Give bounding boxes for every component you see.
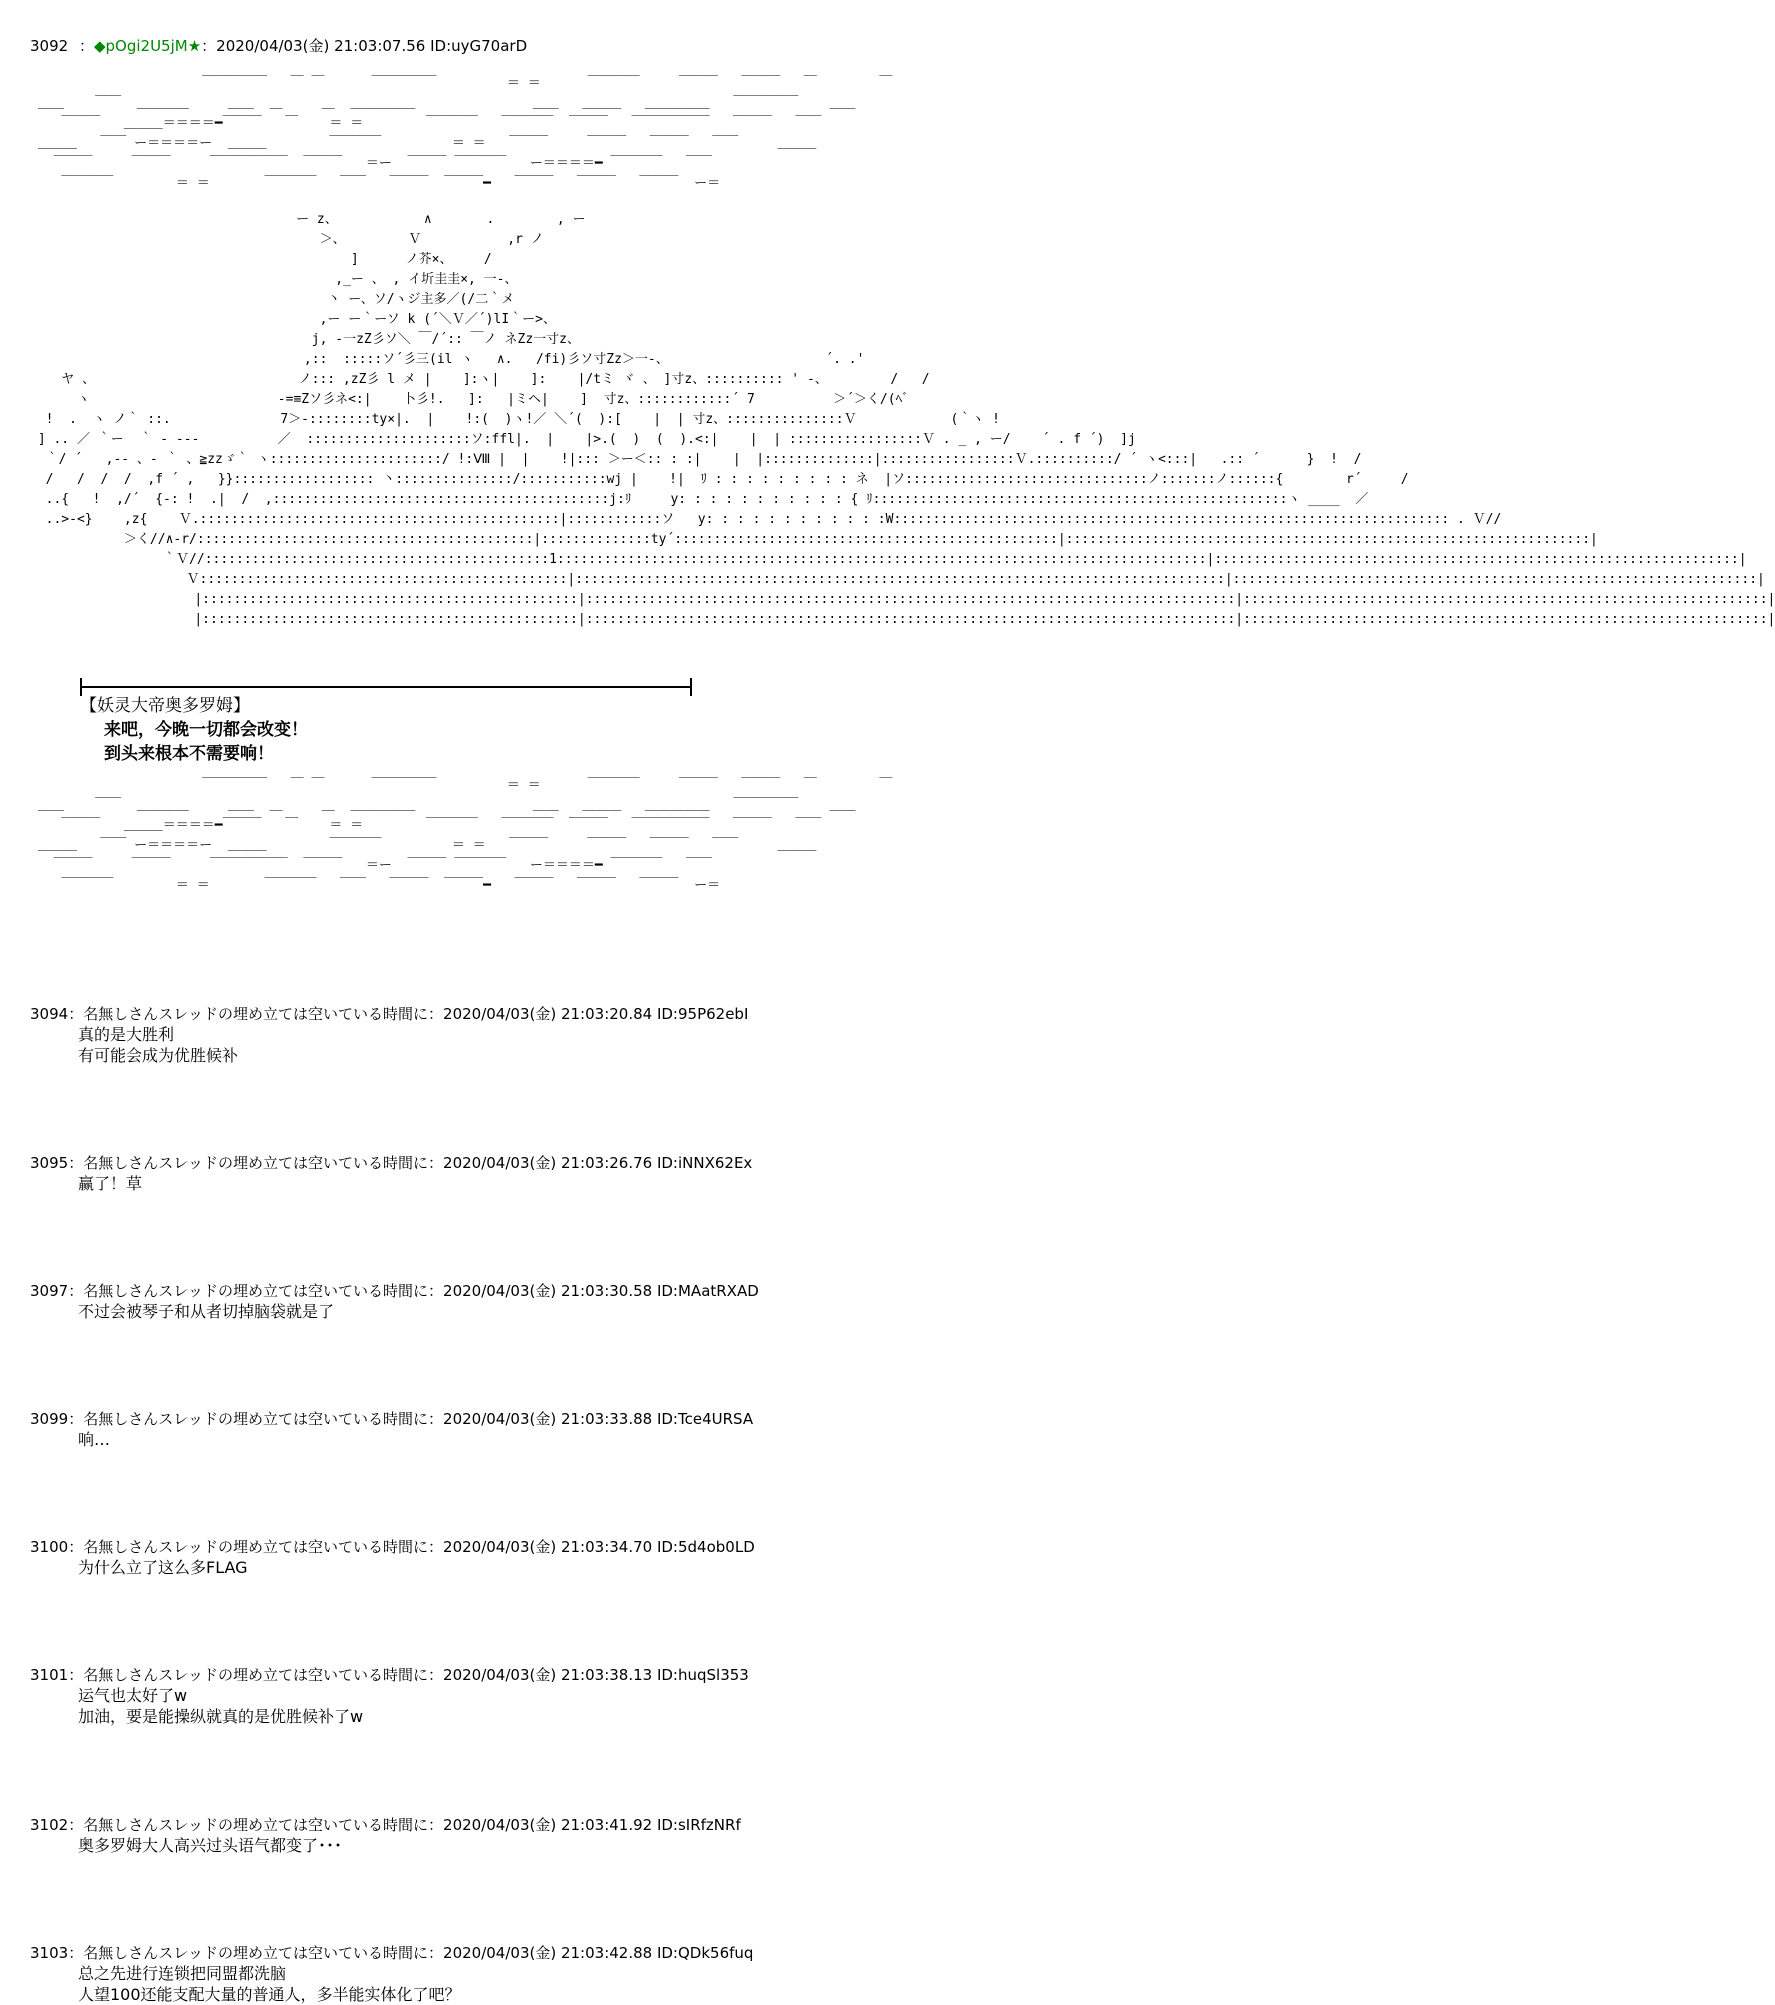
post-meta: ：名無しさんスレッドの埋め立ては空いている時間に：2020/04/03(金) 21:03:42.88 ID:QDk56fuq xyxy=(68,1944,754,1962)
post-header xyxy=(30,1153,1030,1173)
post-meta: ：名無しさんスレッドの埋め立ては空いている時間に：2020/04/03(金) 21:03:41.92 ID:sIRfzNRf xyxy=(68,1816,741,1834)
post-header xyxy=(30,1537,1030,1557)
post-number: 3097 xyxy=(30,1282,69,1300)
post-meta: ：名無しさんスレッドの埋め立ては空いている時間に：2020/04/03(金) 21:03:30.58 ID:MAatRXAD xyxy=(68,1282,759,1300)
post-number: 3101 xyxy=(30,1666,69,1684)
speech-line: 到头来根本不需要响！ xyxy=(104,744,274,764)
post-line: 赢了！草 xyxy=(78,1174,143,1193)
speaker-name: 【妖灵大帝奥多罗姆】 xyxy=(80,696,250,716)
post-number: 3095 xyxy=(30,1154,69,1172)
post-number: 3099 xyxy=(30,1410,69,1428)
post-3102 xyxy=(30,1815,1030,1856)
post-line: 奥多罗姆大人高兴过头语气都变了･･･ xyxy=(78,1836,343,1855)
post-header xyxy=(30,1004,1030,1024)
post-number: 3092 xyxy=(30,37,69,55)
post-body xyxy=(78,1835,1030,1856)
post-line: 加油，要是能操纵就真的是优胜候补了w xyxy=(78,1707,364,1726)
speech-line: 来吧，今晚一切都会改变！ xyxy=(104,720,308,740)
post-body xyxy=(78,1963,1030,2005)
post-header xyxy=(30,1665,1030,1685)
post-body xyxy=(78,1685,1030,1727)
post-header xyxy=(30,1943,1030,1963)
post-3100 xyxy=(30,1537,1030,1578)
post-body xyxy=(78,1429,1030,1450)
speech-block xyxy=(80,694,308,766)
post-3103 xyxy=(30,1943,1030,2005)
trip-star-icon: ★ xyxy=(187,37,202,55)
post-3101 xyxy=(30,1665,1030,1727)
speech-divider xyxy=(80,686,692,688)
post-number: 3102 xyxy=(30,1816,69,1834)
post-line: 不过会被琴子和从者切掉脑袋就是了 xyxy=(78,1302,335,1321)
post-line: 有可能会成为优胜候补 xyxy=(78,1046,239,1065)
post-meta: ：名無しさんスレッドの埋め立ては空いている時間に：2020/04/03(金) 21:03:26.76 ID:iNNX62Ex xyxy=(68,1154,753,1172)
post-body xyxy=(78,1173,1030,1194)
post-header xyxy=(30,1281,1030,1301)
ascii-art-bottom-border: ￣￣￣￣￣ ￣ ￣ ￣￣￣￣￣ ＝ ＝ ￣￣￣￣ ￣￣￣ ￣￣￣ ￣ ￣ ＿＿ ￣￣ ＿＿＿＿ ＿＿ ＿ ＿ ＿＿＿＿＿ ＿＿ ＿＿＿ ＿＿＿＿＿ ￣￣￣￣￣ ＿＿ ￣￣￣ ＿＿＿＝＝＝＝━￣￣￣ ￣ ＝ ＝ ￣￣￣￣ ￣￣￣￣ ￣￣￣ ￣￣￣￣￣￣ ￣￣￣ ￣￣ ＿＿＿ ￣￣ ー＝＝＝＝ー ＿＿＿ ￣￣￣￣ ＝ ＝ ￣￣￣ ￣￣￣ ￣￣￣ ￣￣ ＿＿＿ ￣￣￣ ￣￣￣ ￣￣￣￣￣￣ ￣￣￣ ＝ー ￣￣￣ ￣￣￣￣ ー＝＝＝＝━ ￣￣￣￣ ￣￣ ￣￣￣￣ ＝ ＝ ￣￣￣￣ ￣￣ ￣￣￣ ￣￣￣━ ￣￣￣ ￣￣￣ ￣￣￣ ー＝ xyxy=(37,778,893,893)
post-line: 响… xyxy=(78,1430,111,1449)
post-body xyxy=(78,1024,1030,1066)
post-line: 人望100还能支配大量的普通人，多半能实体化了吧？ xyxy=(78,1985,461,2004)
post-3095 xyxy=(30,1153,1030,1194)
ascii-art-top-border: ￣￣￣￣￣ ￣ ￣ ￣￣￣￣￣ ＝ ＝ ￣￣￣￣ ￣￣￣ ￣￣￣ ￣ ￣ ＿＿ ￣￣ ＿＿＿＿ ＿＿ ＿ ＿ ＿＿＿＿＿ ＿＿ ＿＿＿ ＿＿＿＿＿ ￣￣￣￣￣ ＿＿ ￣￣￣ ＿＿＿＝＝＝＝━￣￣￣ ￣ ＝ ＝ ￣￣￣￣ ￣￣￣￣ ￣￣￣ ￣￣￣￣￣￣ ￣￣￣ ￣￣ ＿＿＿ ￣￣ ー＝＝＝＝ー ＿＿＿ ￣￣￣￣ ＝ ＝ ￣￣￣ ￣￣￣ ￣￣￣ ￣￣ ＿＿＿ ￣￣￣ ￣￣￣ ￣￣￣￣￣￣ ￣￣￣ ＝ー ￣￣￣ ￣￣￣￣ ー＝＝＝＝━ ￣￣￣￣ ￣￣ ￣￣￣￣ ＝ ＝ ￣￣￣￣ ￣￣ ￣￣￣ ￣￣￣━ ￣￣￣ ￣￣￣ ￣￣￣ ー＝ xyxy=(37,76,893,191)
post-header xyxy=(30,1815,1030,1835)
post-body xyxy=(78,1301,1030,1322)
post-number: 3094 xyxy=(30,1005,69,1023)
post-meta: ：2020/04/03(金) 21:03:07.56 ID:uyG70arD xyxy=(201,37,528,55)
post-3097 xyxy=(30,1281,1030,1322)
post-line: 总之先进行连锁把同盟都洗脑 xyxy=(78,1964,287,1983)
post-header: 3092 ：◆pOgi2U5jM★：2020/04/03(金) 21:03:07.56 ID:uyG70arD xyxy=(30,37,528,55)
post-line: 为什么立了这么多FLAG xyxy=(78,1558,248,1577)
post-body xyxy=(78,1557,1030,1578)
post-meta: ：名無しさんスレッドの埋め立ては空いている時間に：2020/04/03(金) 21:03:38.13 ID:huqSl353 xyxy=(68,1666,749,1684)
post-3092 xyxy=(30,36,1030,56)
post-line: 运气也太好了w xyxy=(78,1686,188,1705)
post-3094 xyxy=(30,1004,1030,1066)
post-header xyxy=(30,1409,1030,1429)
post-number: 3100 xyxy=(30,1538,69,1556)
post-line: 真的是大胜利 xyxy=(78,1025,175,1044)
ascii-art-figure: ー z、 ∧ . , ー ＞、 Ｖ ,r ノ ] ノ芥×、 / ,_ー 、 , イ圻圭圭×, 一-、 丶 ー、ソ/ヽジ主多／(/二｀メ ,ー ー｀ーソ k (´＼Ｖ／´)lI｀ー>、 j, -一zZ彡ソ＼ ￣/´:: ￣ノ ネZz一寸z、 ,:: :::::ソ´彡三(il ヽ ∧. /fi)彡ソ寸Zz＞一-、 ´. .' ヤ 、 ノ::: ,zZ彡 l メ | ]:ヽ| ]: |/tミ ヾ 、 ]寸z、:::::::::: ' -、 / / ヽ -=≡Zソ彡ネ<:| 卜彡!. ]: |ミヘ| ] 寸z、::::::::::::´ 7 ＞´＞く/(ﾍﾞ ! . ヽ ノ｀ ::. 7＞-::::::::ty×|. | !:( )ヽ!／ ＼´( ):[ | | 寸z、:::::::::::::::Ｖ (｀ヽ ! ] .. ／ ｀ー ｀ - --- ／ :::::::::::::::::::::ソ:ffl|. | |>.( ) ( ).<:| | | :::::::::::::::::Ｖ . _ , ー/ ´ . f ´) ]j ｀/ ´ ,-- 、- ｀ 、≧zzゞ｀ ヽ::::::::::::::::::::::/ !:Ⅷ | | !|::: ＞ー＜:: : :| | |::::::::::::::|:::::::::::::::::Ｖ.::::::::::/ ´ ヽ<:::| .:: ´ } ! / / / / / ,f ´ , }}:::::::::::::::::: 丶:::::::::::::::/:::::::::::wj | !| ﾘ : : : : : : : : : ネ |ソ:::::::::::::::::::::::::::::::ノ:::::::ノ::::::{ r´ / ..{ ! ,/´ {-: ! .| / ,:::::::::::::::::::::::::::::::::::::::::::j:ﾘ y: : : : : : : : : : : { ﾘ:::::::::::::::::::::::::::::::::::::::::::::::::::::ヽ ____ ／ ..>-<} ,z{ Ｖ.::::::::::::::::::::::::::::::::::::::::::::::|::::::::::::ソ y: : : : : : : : : : : :W::::::::::::::::::::::::::::::::::::::::::::::::::::::::::::::::::::::: . Ｖ// ＞く//∧-r/:::::::::::::::::::::::::::::::::::::::::::|::::::::::::::ty´:::::::::::::::::::::::::::::::::::::::::::::::::|:::::::::::::::::::::::::::::::::::::::::::::::::::::::::::::::::::| ｀Ｖ//::::::::::::::::::::::::::::::::::::::::::::1:::::::::::::::::::::::::::::::::::::::::::::::::::::::::::::::::::::::::::::::::::|:::::::::::::::::::::::::::::::::::::::::::::::::::::::::::::::::::| Ｖ:::::::::::::::::::::::::::::::::::::::::::::::|:::::::::::::::::::::::::::::::::::::::::::::::::::::::::::::::::::::::::::::::::::|:::::::::::::::::::::::::::::::::::::::::::::::::::::::::::::::::::| |::::::::::::::::::::::::::::::::::::::::::::::::|:::::::::::::::::::::::::::::::::::::::::::::::::::::::::::::::::::::::::::::::::::|:::::::::::::::::::::::::::::::::::::::::::::::::::::::::::::::::::| |::::::::::::::::::::::::::::::::::::::::::::::::|:::::::::::::::::::::::::::::::::::::::::::::::::::::::::::::::::::::::::::::::::::|:::::::::::::::::::::::::::::::::::::::::::::::::::::::::::::::::::| xyxy=(37,212,1775,627)
post-meta: ：名無しさんスレッドの埋め立ては空いている時間に：2020/04/03(金) 21:03:33.88 ID:Tce4URSA xyxy=(68,1410,754,1428)
post-meta: ：名無しさんスレッドの埋め立ては空いている時間に：2020/04/03(金) 21:03:34.70 ID:5d4ob0LD xyxy=(68,1538,755,1556)
post-number: 3103 xyxy=(30,1944,69,1962)
trip-code: ◆pOgi2U5jM xyxy=(93,37,188,55)
post-meta: ：名無しさんスレッドの埋め立ては空いている時間に：2020/04/03(金) 21:03:20.84 ID:95P62ebI xyxy=(68,1005,749,1023)
post-3099 xyxy=(30,1409,1030,1450)
